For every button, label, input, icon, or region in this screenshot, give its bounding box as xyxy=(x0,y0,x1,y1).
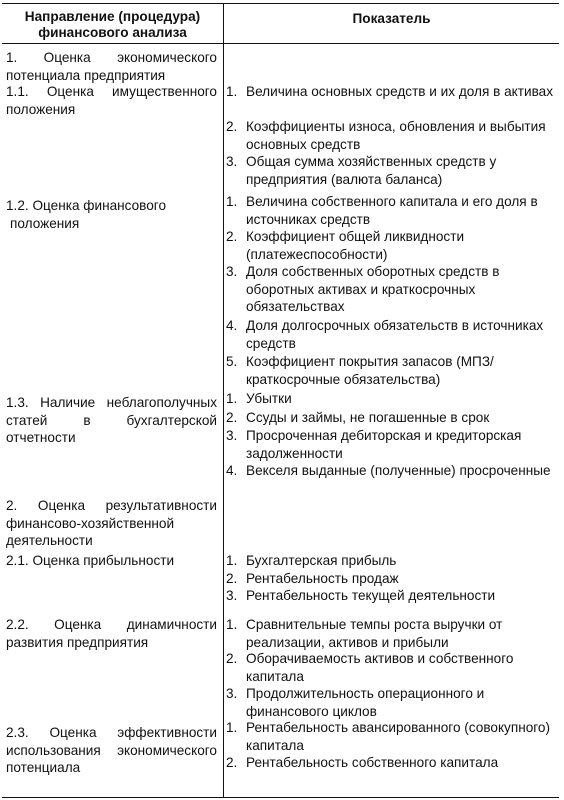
indicator-number: 3. xyxy=(226,154,238,169)
row-1-2-label-line1: 1.2. Оценка финансового xyxy=(6,198,167,213)
indicator-number: 3. xyxy=(226,686,238,701)
indicator-number: 2. xyxy=(226,119,238,134)
row-1-label: 1. Оценка экономического потенциала предприятия xyxy=(6,50,217,83)
indicator-text: Рентабельность продаж xyxy=(246,571,399,586)
indicator-number: 1. xyxy=(226,391,238,406)
indicator-number: 3. xyxy=(226,428,238,443)
indicator-1-3-4 xyxy=(226,462,554,480)
indicator-text: Рентабельность текущей деятельности xyxy=(246,588,496,603)
indicator-number: 5. xyxy=(226,354,238,369)
indicator-text: Величина основных средств и их доля в активах xyxy=(246,84,553,99)
indicator-1-2-3 xyxy=(226,263,554,316)
indicator-text: Коэффициент покрытия запасов (МПЗ/краткосрочные обязательства) xyxy=(246,354,494,387)
row-2-2-label: 2.2. Оценка динамичности развития предприятия xyxy=(6,617,217,650)
indicator-text: Величина собственного капитала и его доля в источниках средств xyxy=(246,194,538,227)
indicator-2-2-3 xyxy=(226,685,554,720)
indicator-number: 1. xyxy=(226,84,238,99)
header-direction xyxy=(2,9,223,41)
indicator-1-1-2 xyxy=(226,118,554,153)
indicator-2-2-1 xyxy=(226,616,554,651)
indicator-number: 2. xyxy=(226,571,238,586)
indicator-text: Убытки xyxy=(246,391,292,406)
indicator-text: Просроченная дебиторская и кредиторская задолженности xyxy=(246,428,522,461)
indicator-text: Сравнительные темпы роста выручки от реализации, активов и прибыли xyxy=(246,617,503,650)
indicator-text: Продолжительность операционного и финансового циклов xyxy=(246,686,485,719)
header-direction-line2: финансового анализа xyxy=(38,25,187,40)
indicator-text: Общая сумма хозяйственных средств у предприятия (валюта баланса) xyxy=(246,154,497,187)
indicator-1-1-3 xyxy=(226,153,554,188)
indicator-2-3-1 xyxy=(226,719,554,754)
indicator-number: 4. xyxy=(226,463,238,478)
indicator-1-2-2 xyxy=(226,228,554,263)
indicator-number: 1. xyxy=(226,617,238,632)
row-2-3-label: 2.3. Оценка эффективности использования экономического потенциала xyxy=(6,725,217,775)
indicator-1-2-5 xyxy=(226,353,554,388)
row-1-3-label: 1.3. Наличие неблагополучных статей в бухгалтерской отчетности xyxy=(6,395,217,445)
indicator-1-3-3 xyxy=(226,427,554,462)
row-1-2-label-line2: положения xyxy=(10,215,80,231)
indicator-number: 3. xyxy=(226,588,238,603)
indicator-1-1-1 xyxy=(226,83,554,101)
indicator-2-1-2 xyxy=(226,570,554,588)
column-divider xyxy=(223,4,224,797)
indicator-1-2-4 xyxy=(226,317,554,352)
header-indicator: Показатель xyxy=(352,11,431,26)
indicator-number: 2. xyxy=(226,229,238,244)
indicator-2-2-2 xyxy=(226,650,554,685)
row-1-2-label xyxy=(6,197,217,232)
indicator-number: 1. xyxy=(226,553,238,568)
indicator-2-1-3 xyxy=(226,587,554,605)
indicator-text: Коэффициент общей ликвидности (платежеспособности) xyxy=(246,229,465,262)
row-1-1-label: 1.1. Оценка имущественного положения xyxy=(6,84,217,117)
indicator-number: 2. xyxy=(226,410,238,425)
row-2-1-label: 2.1. Оценка прибыльности xyxy=(6,553,175,568)
indicator-2-3-2 xyxy=(226,754,554,772)
header-separator xyxy=(2,43,559,44)
indicator-text: Коэффициенты износа, обновления и выбытия основных средств xyxy=(246,119,546,152)
header-direction-line1: Направление (процедура) xyxy=(24,9,201,24)
indicator-number: 2. xyxy=(226,755,238,770)
indicator-number: 3. xyxy=(226,264,238,279)
indicator-text: Ссуды и займы, не погашенные в срок xyxy=(246,410,490,425)
indicator-text: Бухгалтерская прибыль xyxy=(246,553,397,568)
indicator-number: 1. xyxy=(226,194,238,209)
analysis-table xyxy=(2,3,559,798)
indicator-text: Доля долгосрочных обязательств в источниках средств xyxy=(246,318,544,351)
indicator-number: 1. xyxy=(226,720,238,735)
indicator-number: 4. xyxy=(226,318,238,333)
indicator-text: Рентабельность авансированного (совокупного) капитала xyxy=(246,720,551,753)
indicator-2-1-1 xyxy=(226,552,554,570)
indicator-text: Рентабельность собственного капитала xyxy=(246,755,499,770)
indicator-1-2-1 xyxy=(226,193,554,228)
indicator-text: Доля собственных оборотных средств в оборотных активах и краткосрочных обязательствах xyxy=(246,264,500,314)
indicator-text: Оборачиваемость активов и собственного капитала xyxy=(246,651,514,684)
indicator-text: Векселя выданные (полученные) просроченные xyxy=(246,463,551,478)
indicator-1-3-2 xyxy=(226,409,554,427)
row-2-label: 2. Оценка результативности финансово-хозяйственной деятельности xyxy=(6,498,217,548)
indicator-number: 2. xyxy=(226,651,238,666)
indicator-1-3-1 xyxy=(226,390,554,408)
